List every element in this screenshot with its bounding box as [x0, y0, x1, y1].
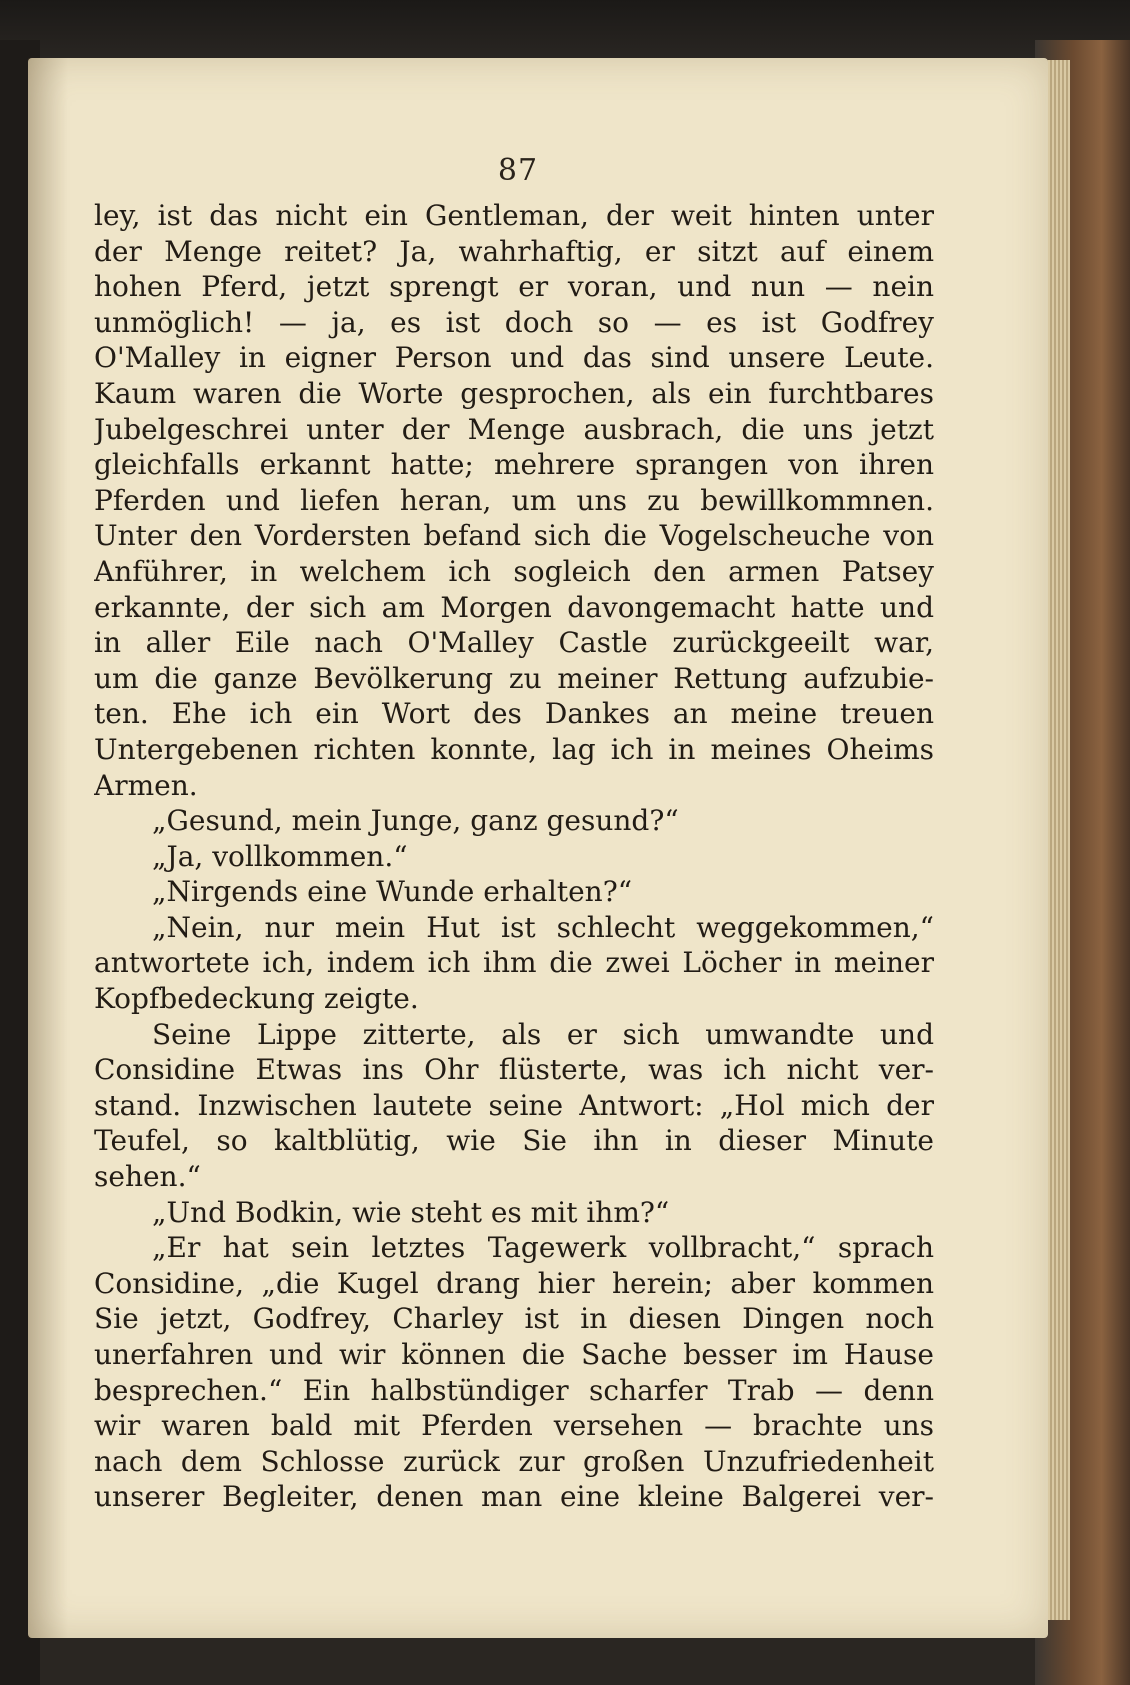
text-line: Untergebenen richten konnte, lag ich in meines Oheims: [94, 732, 934, 766]
text-line: Anführer, in welchem ich sogleich den armen Patsey: [94, 554, 934, 588]
text-line: stand. Inzwischen lautete seine Antwort: „Hol mich der: [94, 1088, 934, 1122]
text-line: Jubelgeschrei unter der Menge ausbrach, die uns jetzt: [94, 412, 934, 446]
text-line: „Nein, nur mein Hut ist schlecht weggekommen,“: [152, 910, 934, 944]
text-line: „Ja, vollkommen.“: [152, 839, 408, 873]
text-line: besprechen.“ Ein halbstündiger scharfer Trab — denn: [94, 1373, 934, 1407]
text-line: in aller Eile nach O'Malley Castle zurückgeeilt war,: [94, 626, 934, 660]
text-line: Pferden und liefen heran, um uns zu bewillkommnen.: [94, 483, 934, 517]
text-line: Sie jetzt, Godfrey, Charley ist in diesen Dingen noch: [94, 1302, 934, 1336]
text-line: sehen.“: [94, 1160, 201, 1194]
text-line: um die ganze Bevölkerung zu meiner Rettung aufzubie-: [94, 661, 934, 695]
text-line: unserer Begleiter, denen man eine kleine Balgerei ver-: [94, 1480, 934, 1514]
text-line: Considine Etwas ins Ohr flüsterte, was ich nicht ver-: [94, 1053, 934, 1087]
text-line: gleichfalls erkannt hatte; mehrere sprangen von ihren: [94, 448, 934, 482]
text-line: der Menge reitet? Ja, wahrhaftig, er sitzt auf einem: [94, 234, 934, 268]
book-page: [28, 58, 1048, 1638]
text-line: Unter den Vordersten befand sich die Vogelscheuche von: [94, 519, 934, 553]
text-line: ley, ist das nicht ein Gentleman, der weit hinten unter: [94, 199, 934, 232]
text-line: „Gesund, mein Junge, ganz gesund?“: [152, 804, 679, 838]
text-line: unmöglich! — ja, es ist doch so — es ist Godfrey: [94, 305, 934, 339]
text-line: unerfahren und wir können die Sache besser im Hause: [94, 1338, 934, 1371]
text-line: antwortete ich, indem ich ihm die zwei Löcher in meiner: [94, 946, 934, 980]
gutter-shadow: [28, 58, 68, 1638]
text-line: erkannte, der sich am Morgen davongemacht hatte und: [94, 590, 934, 624]
text-line: wir waren bald mit Pferden versehen — brachte uns: [94, 1409, 934, 1443]
page-number: 87: [497, 153, 539, 188]
text-line: Seine Lippe zitterte, als er sich umwandte und: [152, 1017, 934, 1051]
body-text: [94, 198, 934, 1515]
text-line: „Er hat sein letztes Tagewerk vollbracht,“ sprach: [152, 1231, 934, 1265]
text-line: hohen Pferd, jetzt sprengt er voran, und nun — nein: [94, 270, 934, 304]
text-line: Considine, „die Kugel drang hier herein; aber kommen: [94, 1266, 934, 1300]
text-line: „Nirgends eine Wunde erhalten?“: [152, 875, 633, 909]
text-line: ten. Ehe ich ein Wort des Dankes an meine treuen: [94, 697, 934, 731]
text-line: Armen.: [94, 768, 198, 802]
text-line: O'Malley in eigner Person und das sind unsere Leute.: [94, 341, 934, 375]
text-line: Kaum waren die Worte gesprochen, als ein furchtbares: [94, 376, 934, 410]
text-line: Kopfbedeckung zeigte.: [94, 982, 419, 1016]
text-line: nach dem Schlosse zurück zur großen Unzufriedenheit: [94, 1444, 934, 1478]
text-line: „Und Bodkin, wie steht es mit ihm?“: [152, 1195, 670, 1229]
text-line: Teufel, so kaltblütig, wie Sie ihn in dieser Minute: [94, 1124, 934, 1158]
